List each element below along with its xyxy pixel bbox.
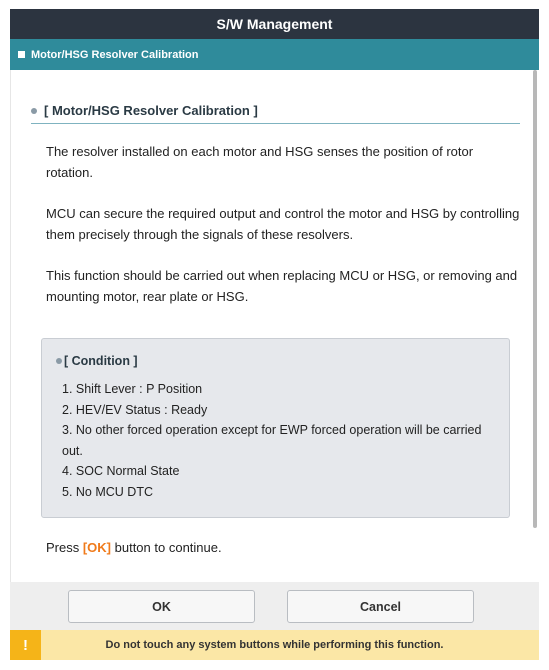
prompt-ok-highlight: [OK] [82,540,112,555]
scrollbar-thumb[interactable] [533,70,537,528]
section-heading-text: [ Motor/HSG Resolver Calibration ] [44,103,258,118]
bullet-dot-icon [31,108,37,114]
ok-button[interactable]: OK [68,590,255,623]
bullet-dot-icon [56,358,62,364]
condition-list [62,379,502,502]
continue-prompt [46,540,222,555]
section-heading [31,98,520,124]
condition-item: 4. SOC Normal State [62,464,180,478]
square-bullet-icon [18,51,25,58]
content-panel [10,70,539,582]
description-paragraph: The resolver installed on each motor and HSG senses the position of rotor rotation. [46,144,474,180]
condition-item: 2. HEV/EV Status : Ready [62,402,208,417]
warning-icon: ! [10,630,41,660]
description-paragraph: This function should be carried out when replacing MCU or HSG, or removing and mounting motor, rear plate or HSG. [46,268,518,304]
condition-heading-text: [ Condition ] [64,354,138,368]
condition-item: 1. Shift Lever : P Position [62,382,203,396]
sub-header-title: Motor/HSG Resolver Calibration [31,48,199,61]
scrollbar[interactable] [533,70,537,582]
warning-text: Do not touch any system buttons while performing this function. [105,639,444,651]
prompt-after: button to continue. [111,540,222,555]
cancel-button[interactable]: Cancel [287,590,474,623]
button-bar [10,582,539,630]
condition-heading [56,354,138,368]
condition-item: 3. No other forced operation except for EWP forced operation will be carried out. [62,423,482,458]
condition-item: 5. No MCU DTC [62,484,153,499]
warning-bar [10,630,539,660]
window-title: S/W Management [10,9,539,39]
condition-box [41,338,510,518]
description-paragraph: MCU can secure the required output and control the motor and HSG by controlling them precisely through the signals of these resolvers. [46,206,520,242]
prompt-before: Press [46,540,83,555]
sub-header [10,39,539,70]
